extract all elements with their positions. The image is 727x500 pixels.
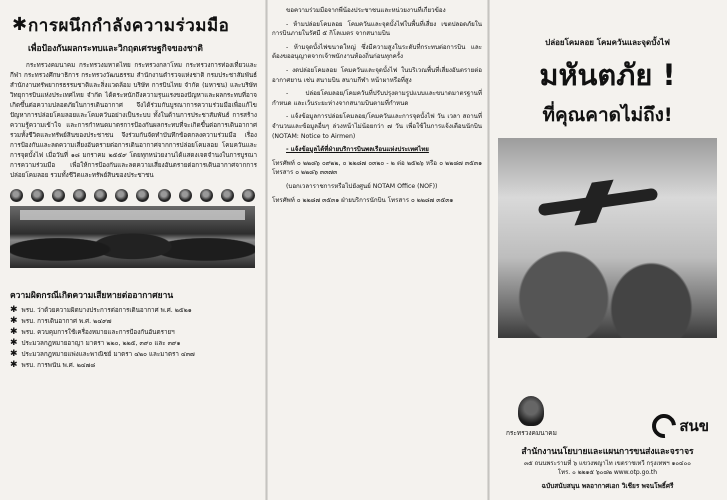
agency-logo-icon <box>115 189 128 202</box>
office-name: สำนักงานนโยบายและแผนการขนส่งและจราจร <box>521 447 694 457</box>
agency-logo-icon <box>158 189 171 202</box>
guideline-item: - ปล่อยโคมลอย/โคมควันที่ปรับปรุงตามรูปแบบและขนาดมาตรฐานที่กำหนด และเว้นระยะห่างจากสนามบินตามที่กำหนด <box>272 90 482 107</box>
star-bullet-icon: ✱ <box>10 316 18 326</box>
cover-main-title: มหันตภัย ! <box>539 58 676 92</box>
fold-line <box>265 0 268 500</box>
guideline-item: - แจ้งข้อมูลการปล่อยโคมลอย/โคมควันและการจุดบั้งไฟ วัน เวลา สถานที่ จำนวนและข้อมูลอื่นๆ ล่วงหน้าไม่น้อยกว่า ๗ วัน เพื่อใช้ในการแจ้งเตือนนักบิน (NOTAM: Notice to Airmen) <box>272 113 482 140</box>
office-web: โทร. ๐ ๒๒๑๕ ๖๐๘๒ www.otp.go.th <box>557 469 658 476</box>
ministry-label: กระทรวงคมนาคม <box>506 429 557 437</box>
law-item: ✱ พรบ. ควบคุมการใช้เครื่องหมายและการป้องกันอันตรายฯ <box>10 327 175 337</box>
agency-logo-icon <box>31 189 44 202</box>
agency-logo-icon <box>242 189 255 202</box>
photo-banner <box>20 210 245 220</box>
star-icon: ✱ <box>12 14 28 35</box>
airplane-lanterns-photo <box>498 138 717 338</box>
ministry-emblem-icon <box>518 396 544 426</box>
otp-logo <box>652 414 709 438</box>
panel1-title: การผนึกกำลังความร่วมมือ <box>28 16 230 36</box>
guideline-item: - ห้ามจุดบั้งไฟขนาดใหญ่ ซึ่งมีความสูงในระดับที่กระทบต่อการบิน และต้องขออนุญาตจากเจ้าพนักงานท้องถิ่นก่อนทุกครั้ง <box>272 43 482 61</box>
agency-logo-icon <box>73 189 86 202</box>
otp-logo-text: สนข <box>679 417 709 435</box>
cover-footer <box>492 396 723 494</box>
cover-subtitle: ที่คุณคาดไม่ถึง! <box>542 104 673 126</box>
law-item: ✱ พรบ. การพนัน พ.ศ. ๒๔๗๘ <box>10 360 96 370</box>
print-note: ฉบับสนับสนุน พลอากาศเอก วิเชียร พจนโพธิ์ศรี <box>541 482 674 490</box>
panel-cooperation <box>4 6 261 494</box>
law-item: ✱ พรบ. ว่าด้วยความผิดบางประการต่อการเดินอากาศ พ.ศ. ๒๕๒๑ <box>10 305 192 315</box>
star-bullet-icon: ✱ <box>10 305 18 315</box>
star-bullet-icon: ✱ <box>10 360 18 370</box>
agency-logo-icon <box>179 189 192 202</box>
org-logos <box>506 396 709 438</box>
agency-logo-icon <box>52 189 65 202</box>
panel-guidelines <box>272 6 484 494</box>
agency-logo-icon <box>10 189 23 202</box>
star-bullet-icon: ✱ <box>10 327 18 337</box>
guidelines-intro: ขอความร่วมมือจากพี่น้องประชาชนและหน่วยงานที่เกี่ยวข้อง <box>286 7 446 14</box>
notam-note: (บอกเวลาราชการหรือไปยังศูนย์ NOTAM Office (NOF)) <box>286 182 438 190</box>
notam-contact: โทรศัพท์ ๐ ๒๒๘๗ ๓๕๓๑ ฝ่ายบริการนักบิน โทรสาร ๐ ๒๒๘๗ ๓๕๓๑ <box>272 196 454 204</box>
penalties-title: ความผิดกรณีเกิดความเสียหายต่ออากาศยาน <box>10 291 174 301</box>
laws-list <box>4 305 261 371</box>
agency-logo-icon <box>94 189 107 202</box>
panel1-body: กระทรวงคมนาคม กระทรวงมหาดไทย กระทรวงกลาโหม กระทรวงการท่องเที่ยวและกีฬา กระทรวงศึกษาธิการ กระทรวงวัฒนธรรม สำนักงานตำรวจแห่งชาติ กรมประชาสัมพันธ์ สำนักงานทรัพยากรธรรมชาติและสิ่งแวดล้อม บริษัท การบินไทย จำกัด (มหาชน) และบริษัท วิทยุการบินแห่งประเทศไทย จำกัด ได้ตระหนักถึงความรุนแรงของปัญหาและผลกระทบที่อาจเกิดขึ้นต่อความปลอดภัยในการเดินอากาศ จึงได้ร่วมกันบูรณาการความร่วมมือเพื่อแก้ไขปัญหาการปล่อยโคมลอยและโคมควันอย่างเป็นระบบ ทั้งในด้านการประชาสัมพันธ์ การสร้างความรู้ความเข้าใจ และการกำหนดมาตรการป้องกันผลกระทบที่จะเกิดขึ้นต่อการเดินอากาศ รวมทั้งชีวิตและทรัพย์สินของประชาชน จึงร่วมกันจัดทำบันทึกข้อตกลงความร่วมมือ เรื่อง การป้องกันและลดความเสี่ยงอันตรายต่อการเดินอากาศจากการปล่อยโคมลอย โคมควันและการจุดบั้งไฟ เมื่อวันที่ ๑๘ มกราคม ๒๕๕๙ โดยทุกหน่วยงานได้แสดงเจตจำนงในการบูรณาการความร่วมมือ เพื่อให้การป้องกันและลดความเสี่ยงอันตรายต่อการเดินอากาศจากการปล่อยโคมลอย รวมทั้งชีวิตและทรัพย์สินของประชาชน <box>10 62 257 179</box>
agency-logo-icon <box>221 189 234 202</box>
ministry-block <box>506 396 557 438</box>
otp-swirl-icon <box>647 409 681 443</box>
signing-ceremony-photo <box>10 206 255 268</box>
airplane-icon <box>538 188 659 217</box>
panel-cover <box>492 6 723 494</box>
cover-top-title: ปล่อยโคมลอย โคมควันและจุดบั้งไฟ <box>545 38 670 47</box>
guideline-item: - แจ้งข้อมูลได้ที่ฝ่ายบริการบินพลเรือนแห่งประเทศไทย <box>286 146 429 154</box>
office-address: ๓๕ ถนนพระรามที่ ๖ แขวงพญาไท เขตราชเทวี กรุงเทพฯ ๑๐๔๐๐ <box>524 460 691 467</box>
agency-logos <box>10 189 255 202</box>
fold-line <box>487 0 490 500</box>
guideline-item: - ห้ามปล่อยโคมลอย โคมควันและจุดบั้งไฟในพื้นที่เสี่ยง เขตปลอดภัยในการบินภายในรัศมี ๕ กิโลเมตร จากสนามบิน <box>272 20 482 38</box>
law-item: ✱ พรบ. การเดินอากาศ พ.ศ. ๒๔๙๗ <box>10 316 112 326</box>
panel1-subtitle: เพื่อป้องกันผลกระทบและวิกฤตเศรษฐกิจของชาติ <box>28 44 203 54</box>
contact-phone: โทรศัพท์ ๐ ๒๒๘๖ ๐๙๒๒, ๐ ๒๒๘๗ ๐๓๒๐ - ๒ ต่อ ๒๕๒๖ หรือ ๐ ๒๒๘๗ ๓๕๓๑ โทรสาร ๐ ๒๒๘๖ ๓๓๗๓ <box>272 159 482 177</box>
law-item: ✱ ประมวลกฎหมายแพ่งและพาณิชย์ มาตรา ๔๒๐ และมาตรา ๔๓๗ <box>10 349 195 359</box>
guideline-item: - งดปล่อยโคมลอย โคมควันและจุดบั้งไฟ ในบริเวณพื้นที่เสี่ยงอันตรายต่ออากาศยาน เช่น สนามบิน สนามกีฬา หน้าผาหรือที่สูง <box>272 66 482 84</box>
star-bullet-icon: ✱ <box>10 338 18 348</box>
agency-logo-icon <box>136 189 149 202</box>
agency-logo-icon <box>200 189 213 202</box>
star-bullet-icon: ✱ <box>10 349 18 359</box>
law-item: ✱ ประมวลกฎหมายอาญา มาตรา ๒๒๐, ๒๒๕, ๓๙๐ และ ๓๙๑ <box>10 338 181 348</box>
